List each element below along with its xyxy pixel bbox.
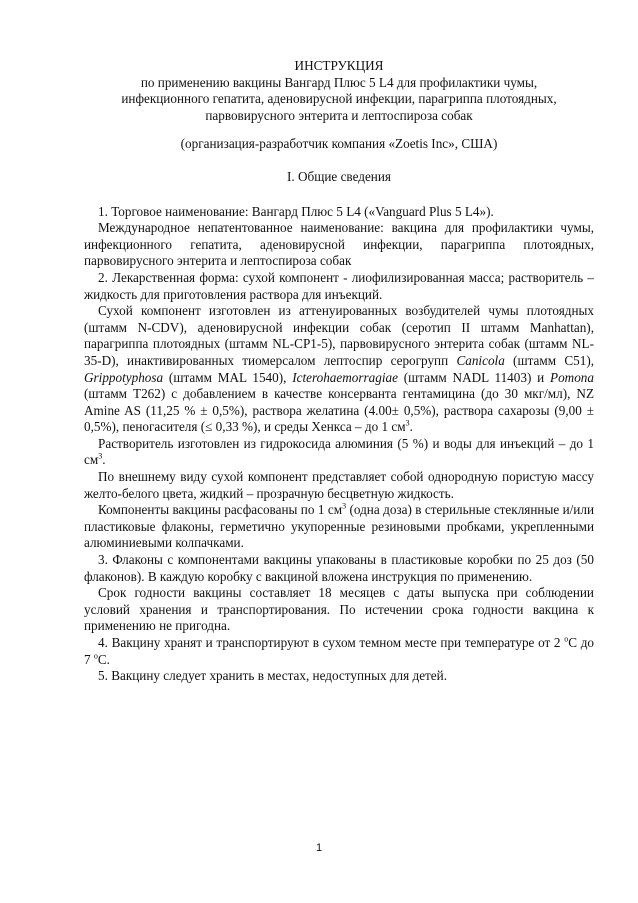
text-run: . — [409, 419, 413, 435]
text-run: Компоненты вакцины расфасованы по 1 см — [98, 502, 343, 518]
text-run: 2. Лекарственная форма: сухой компонент - лиофилизированная масса; растворитель – жидкость для приготовления раствора для инъекций. — [84, 269, 594, 302]
text-run: По внешнему виду сухой компонент представляет собой однородную пористую массу желто-белого цвета, жидкий – прозрачную бесцветную жидкость. — [84, 469, 594, 501]
text-run: С. — [97, 651, 110, 667]
subtitle-line: парвовирусного энтерита и лептоспироза собак — [205, 107, 473, 123]
paragraph — [84, 502, 594, 552]
text-run: (штамм NADL 11403) и — [397, 369, 551, 385]
paragraph — [84, 204, 594, 221]
text-run: (одна доза) в стерильные стеклянные и/или пластиковые флаконы, герметично укупоренные резиновыми пробками, укрепленными алюминиевыми колпачками. — [84, 502, 594, 551]
italic-term: Icterohaemorragiae — [292, 369, 398, 385]
superscript: o — [93, 651, 98, 661]
page-number: 1 — [315, 842, 323, 854]
paragraph — [84, 469, 594, 502]
superscript: o — [564, 634, 569, 644]
document-title: ИНСТРУКЦИЯ — [294, 58, 384, 73]
subtitle-line: по применению вакцины Вангард Плюс 5 L4 для профилактики чумы, — [140, 74, 538, 90]
text-run: Растворитель изготовлен из гидрокосида алюминия (5 %) и воды для инъекций – до 1 см — [84, 435, 594, 468]
text-run: . — [102, 452, 106, 468]
section-heading: I. Общие сведения — [286, 168, 391, 184]
text-run: (штамм MAL 1540), — [163, 369, 293, 385]
superscript: 3 — [405, 418, 410, 428]
paragraph — [84, 303, 594, 436]
title-block — [84, 58, 594, 124]
superscript: 3 — [98, 452, 103, 462]
paragraph — [84, 270, 594, 303]
subtitle-line: инфекционного гепатита, аденовирусной инфекции, парагриппа плотоядных, — [121, 91, 557, 107]
text-run: Срок годности вакцины составляет 18 месяцев с даты выпуска при соблюдении условий хранения и транспортирования. По истечении срока годности вакцина к применению не пригодна. — [84, 585, 594, 634]
text-run: Сухой компонент изготовлен из аттенуированных возбудителей чумы плотоядных (штамм N-CDV), аденовирусной инфекции собак (серотип II штамм Manhattan), парагриппа плотоядных (штамм NL-CP1-5), парвовирусного энтерита собак (штамм NL-35-D), инактивированных тиомерсалом лептоспир серогрупп — [84, 303, 594, 368]
text-run: (штамм C51), — [504, 352, 595, 368]
text-run: 5. Вакцину следует хранить в местах, недоступных для детей. — [98, 668, 448, 684]
text-run: (штамм T262) с добавлением в качестве консерванта гентамицина (до 30 мкг/мл), NZ Amine AS (11,25 % ± 0,5%), раствора желатина (4.00± 0,5%), раствора сахарозы (9,00 ± 0,5%), пеногасителя (≤ 0,33 %), и среды Хенкса – до 1 см — [84, 386, 594, 435]
text-run: 4. Вакцину хранят и транспортируют в сухом темном месте при температуре от 2 — [98, 635, 565, 650]
body-text — [84, 204, 594, 685]
paragraph — [84, 585, 594, 635]
paragraph — [84, 220, 594, 270]
italic-term: Canicola — [456, 352, 505, 368]
italic-term: Pomona — [550, 369, 594, 385]
text-run: 1. Торговое наименование: Вангард Плюс 5 L4 («Vanguard Plus 5 L4»). — [98, 203, 494, 219]
superscript: 3 — [342, 501, 347, 511]
organization-line: (организация-разработчик компания «Zoetis Inc», США) — [180, 136, 498, 152]
paragraph — [84, 552, 594, 585]
text-run: С до 7 — [84, 635, 594, 667]
italic-term: Grippotyphosa — [84, 369, 164, 385]
text-run: 3. Флаконы с компонентами вакцины упакованы в пластиковые коробки по 25 доз (50 флаконов). В каждую коробку с вакциной вложена инструкция по применению. — [84, 552, 594, 584]
text-run: Международное непатентованное наименование: вакцина для профилактики чумы, инфекционного гепатита, аденовирусной инфекции, парагриппа плотоядных, парвовирусного энтерита и лептоспироза собак — [84, 220, 594, 269]
paragraph — [84, 668, 594, 685]
paragraph — [84, 436, 594, 469]
paragraph — [84, 635, 594, 668]
